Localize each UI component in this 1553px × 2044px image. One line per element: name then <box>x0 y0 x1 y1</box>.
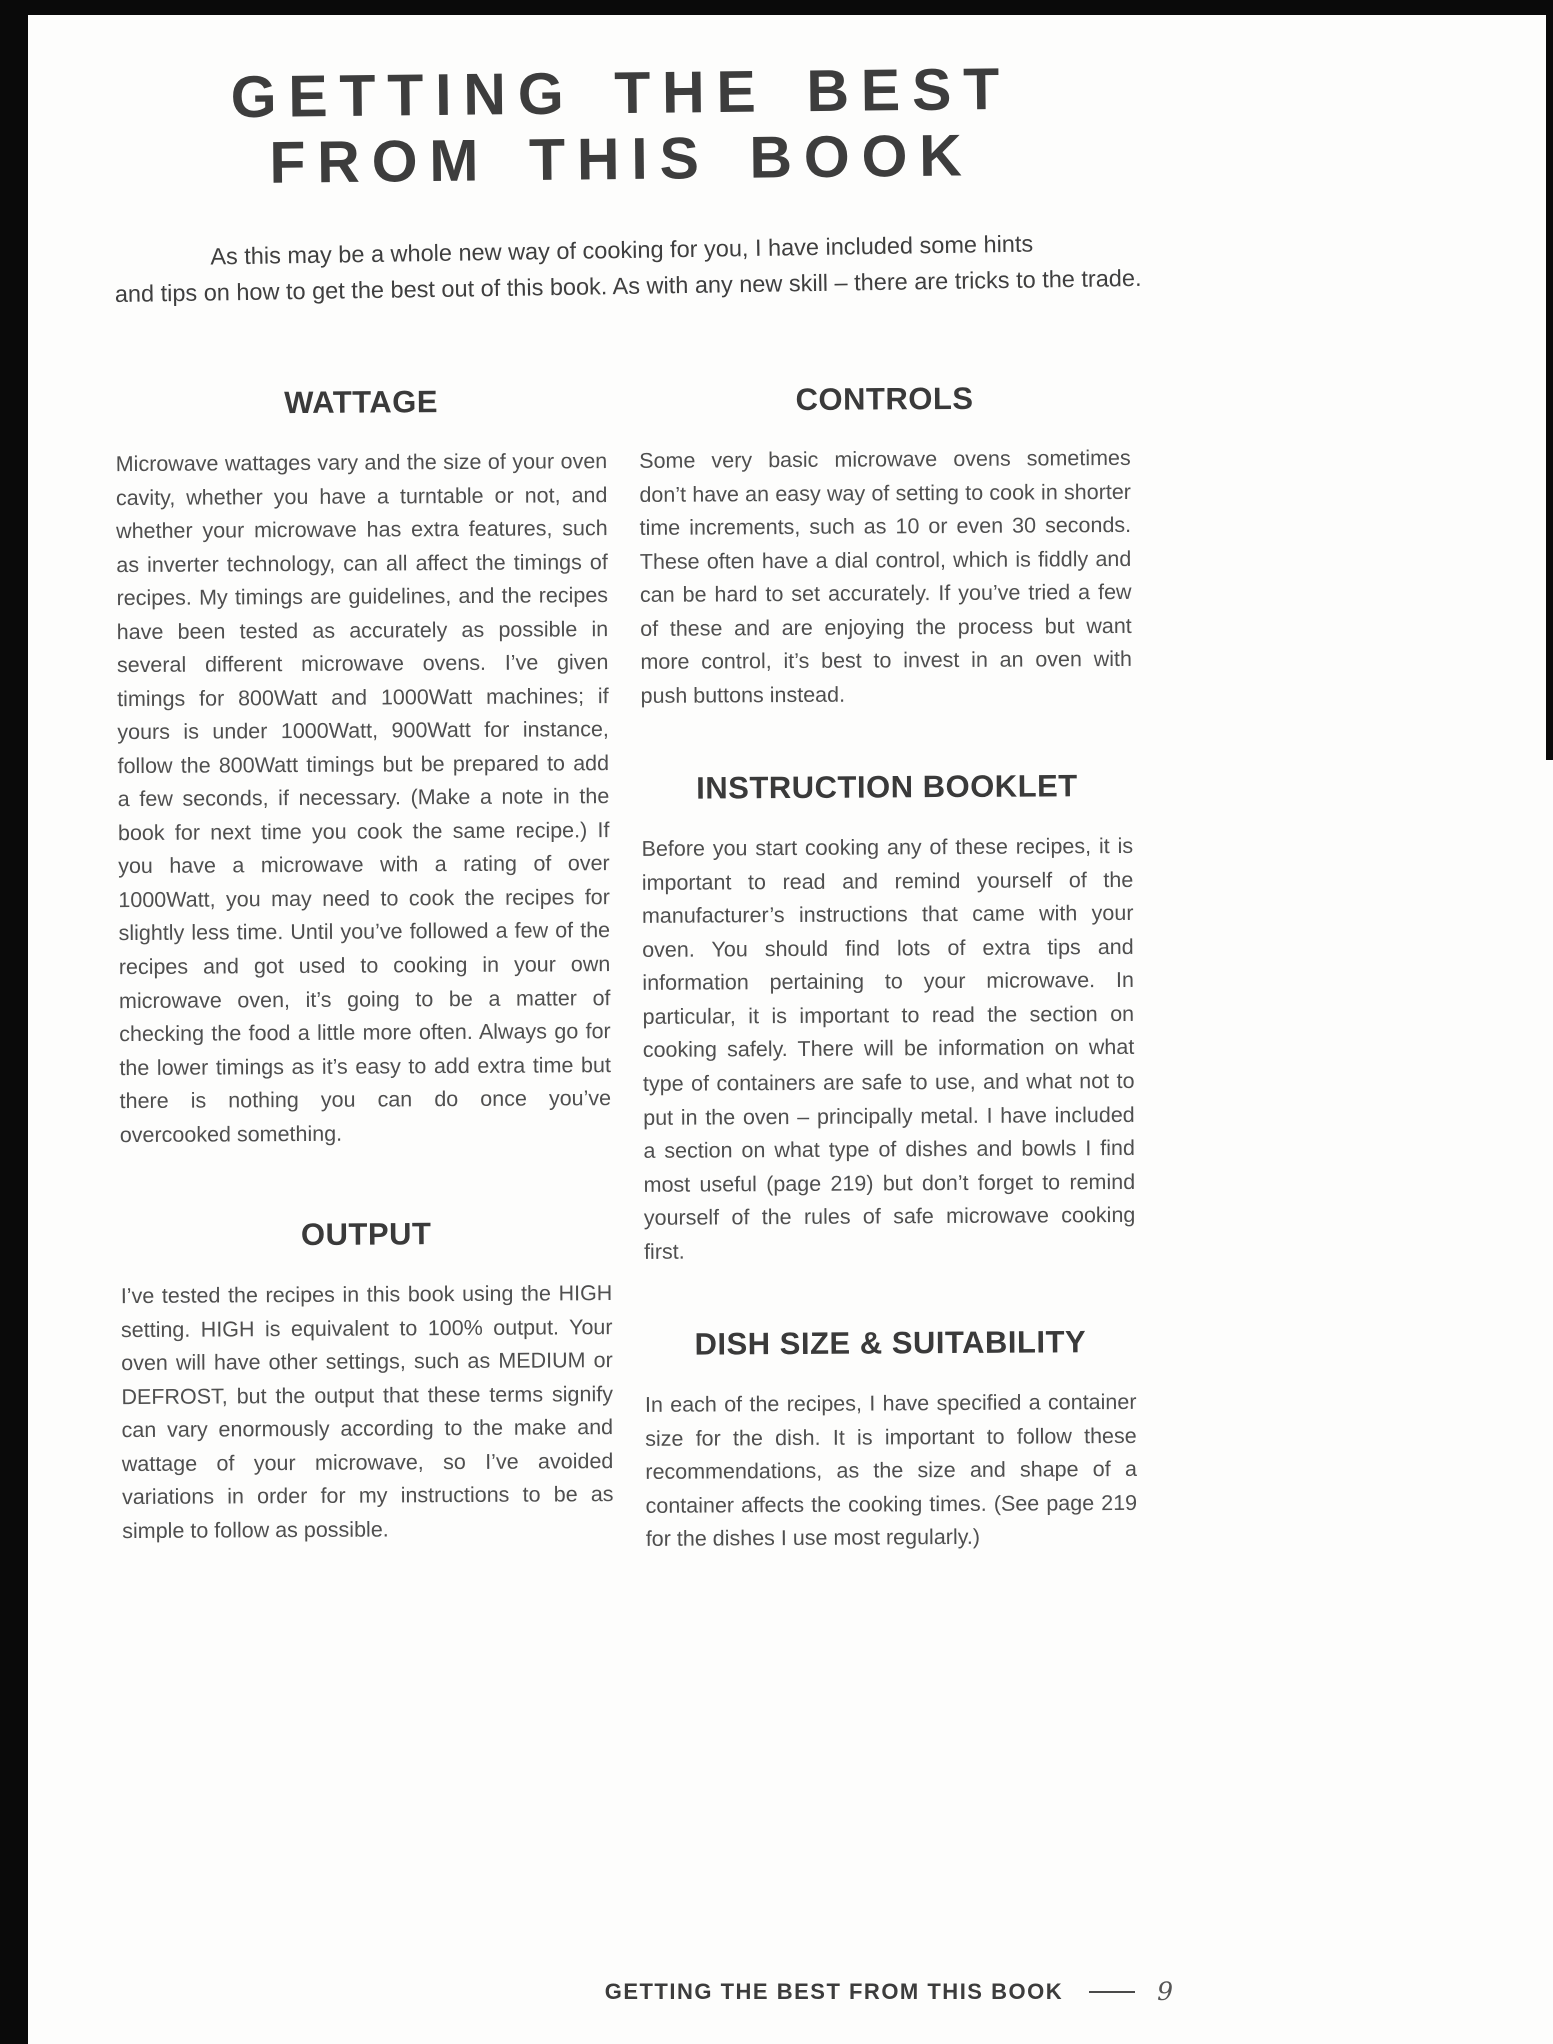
title-line-2: FROM THIS BOOK <box>269 122 974 196</box>
scan-edge-right <box>1546 0 1553 760</box>
column-left <box>115 383 614 1618</box>
scan-edge-top <box>0 0 1553 15</box>
two-column-layout <box>115 380 1138 1618</box>
section-heading-controls: CONTROLS <box>795 380 974 417</box>
section-body-instruction-booklet: Before you start cooking any of these recipes, it is important to read and remind yourself of the manufacturer’s instructions that came with your oven. You should find lots of extra tips and information pertaining to your microwave. In particular, it is important to read the section on cooking safely. There will be information on what type of containers are safe to use, and what not to put in the oven – principally metal. I have included a section on what type of dishes and bowls I find most useful (page 219) but don’t forget to remind yourself of the rules of safe microwave cooking first. <box>641 834 1136 1264</box>
section-output <box>120 1215 614 1548</box>
section-dish-size <box>644 1324 1137 1557</box>
page-footer <box>0 1977 1553 2006</box>
column-right <box>639 380 1138 1615</box>
footer-rule <box>1089 1991 1135 1993</box>
scan-edge-left <box>0 0 28 2044</box>
intro-line-1: As this may be a whole new way of cooking for you, I have included some hints <box>210 230 1034 270</box>
page-number: 9 <box>1157 1977 1173 2006</box>
section-controls <box>639 380 1133 713</box>
section-heading-instruction-booklet: INSTRUCTION BOOKLET <box>696 768 1078 806</box>
intro-paragraph <box>114 224 1142 313</box>
section-body-controls: Some very basic microwave ovens sometimes don’t have an easy way of setting to cook in shorter time increments, such as 10 or even 30 seconds. These often have a dial control, which is fiddly and can be hard to set accurately. If you’ve tried a few of these and are enjoying the process but want more control, it’s best to invest in an oven with push buttons instead. <box>639 445 1132 708</box>
page-title <box>113 55 1129 198</box>
section-instruction-booklet <box>641 768 1136 1269</box>
footer-running-title: GETTING THE BEST FROM THIS BOOK <box>604 1978 1064 2004</box>
title-line-1: GETTING THE BEST <box>230 55 1012 131</box>
section-wattage <box>115 383 611 1152</box>
section-body-dish-size: In each of the recipes, I have specified a container size for the dish. It is important to follow these recommendations, as the size and shape of a container affects the cooking times. (See page 219 for the dishes I use most regularly.) <box>644 1390 1138 1552</box>
page-content <box>113 55 1142 1618</box>
section-body-output: I’ve tested the recipes in this book using the HIGH setting. HIGH is equivalent to 100% output. Your oven will have other settings, such as MEDIUM or DEFROST, but the output that these terms signify can vary enormously according to the make and wattage of your microwave, so I’ve avoided variations in order for my instructions to be as simple to follow as possible. <box>120 1281 614 1543</box>
section-body-wattage: Microwave wattages vary and the size of your oven cavity, whether you have a turntable or not, and whether your microwave has extra features, such as inverter technology, can all affect the timings of recipes. My timings are guidelines, and the recipes have been tested as accurately as possible in several different microwave ovens. I’ve given timings for 800Watt and 1000Watt machines; if yours is under 1000Watt, 900Watt for instance, follow the 800Watt timings but be prepared to add a few seconds, if necessary. (Make a note in the book for next time you cook the same recipe.) If you have a microwave with a rating of over 1000Watt, you may need to cook the recipes for slightly less time. Until you’ve followed a few of the recipes and got used to cooking in your own microwave oven, it’s going to be a matter of checking the food a little more often. Always go for the lower timings as it’s easy to add extra time but there is nothing you can do once you’ve overcooked something. <box>115 449 612 1147</box>
section-heading-dish-size: DISH SIZE & SUITABILITY <box>694 1324 1087 1362</box>
section-heading-output: OUTPUT <box>300 1216 432 1253</box>
intro-line-2: and tips on how to get the best out of this book. As with any new skill – there are tricks to the trade. <box>114 265 1142 308</box>
section-heading-wattage: WATTAGE <box>284 384 439 421</box>
